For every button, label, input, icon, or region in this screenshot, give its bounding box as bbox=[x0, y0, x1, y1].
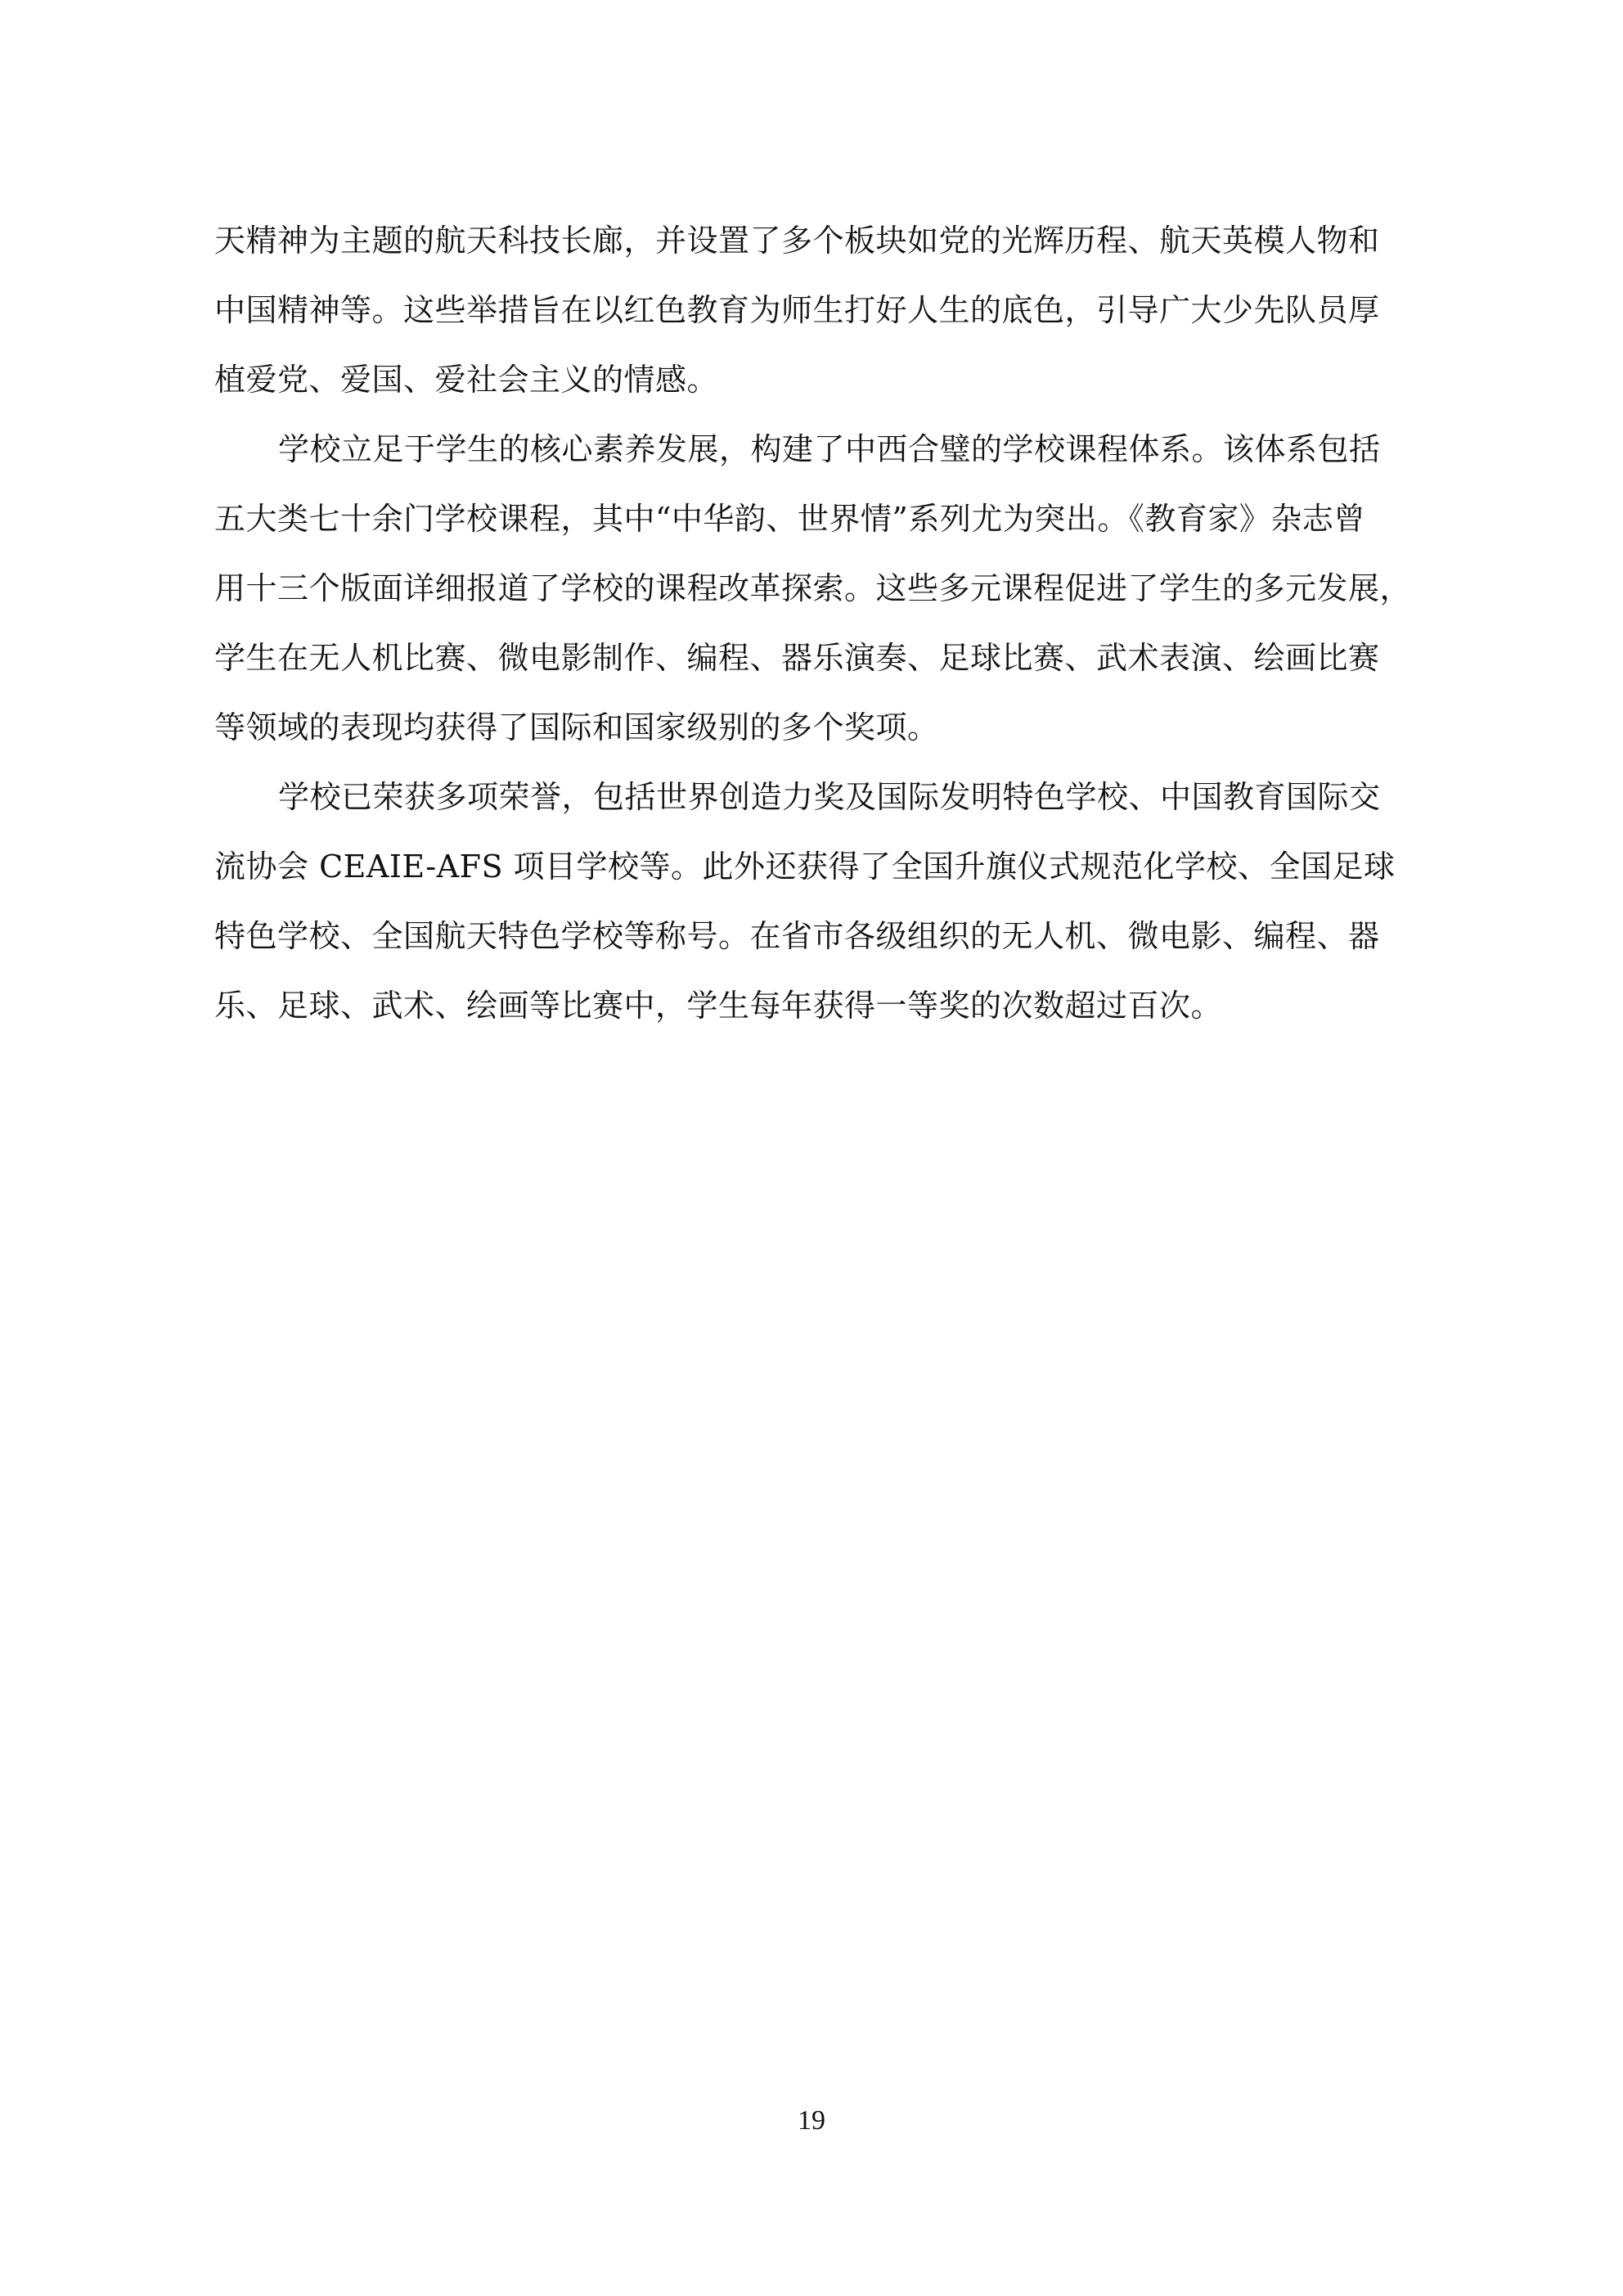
paragraph-1-line-3: 植爱党、爱国、爱社会主义的情感。 bbox=[214, 362, 719, 398]
page-number: 19 bbox=[798, 2105, 825, 2136]
paragraph-3-line-3: 特色学校、全国航天特色学校等称号。在省市各级组织的无人机、微电影、编程、器 bbox=[214, 918, 1380, 954]
paragraph-1-line-2: 中国精神等。这些举措旨在以红色教育为师生打好人生的底色，引导广大少先队员厚 bbox=[214, 292, 1380, 328]
body-text bbox=[214, 206, 1414, 1041]
paragraph-2-line-5: 等领域的表现均获得了国际和国家级别的多个奖项。 bbox=[214, 709, 939, 745]
paragraph-3-line-4: 乐、足球、武术、绘画等比赛中，学生每年获得一等奖的次数超过百次。 bbox=[214, 988, 1223, 1024]
paragraph-2-line-1: 学校立足于学生的核心素养发展，构建了中西合璧的学校课程体系。该体系包括 bbox=[278, 431, 1381, 467]
paragraph-2-line-2: 五大类七十余门学校课程，其中“中华韵、世界情”系列尤为突出。《教育家》杂志曾 bbox=[214, 501, 1365, 537]
paragraph-2-line-3: 用十三个版面详细报道了学校的课程改革探索。这些多元课程促进了学生的多元发展， bbox=[214, 570, 1412, 606]
paragraph-3-line-1: 学校已荣获多项荣誉，包括世界创造力奖及国际发明特色学校、中国教育国际交 bbox=[278, 779, 1381, 815]
paragraph-1-line-1: 天精神为主题的航天科技长廊，并设置了多个板块如党的光辉历程、航天英模人物和 bbox=[214, 223, 1380, 259]
paragraph-3-line-2: 流协会 CEAIE-AFS 项目学校等。此外还获得了全国升旗仪式规范化学校、全国足球 bbox=[214, 849, 1396, 885]
paragraph-2-line-4: 学生在无人机比赛、微电影制作、编程、器乐演奏、足球比赛、武术表演、绘画比赛 bbox=[214, 640, 1380, 676]
